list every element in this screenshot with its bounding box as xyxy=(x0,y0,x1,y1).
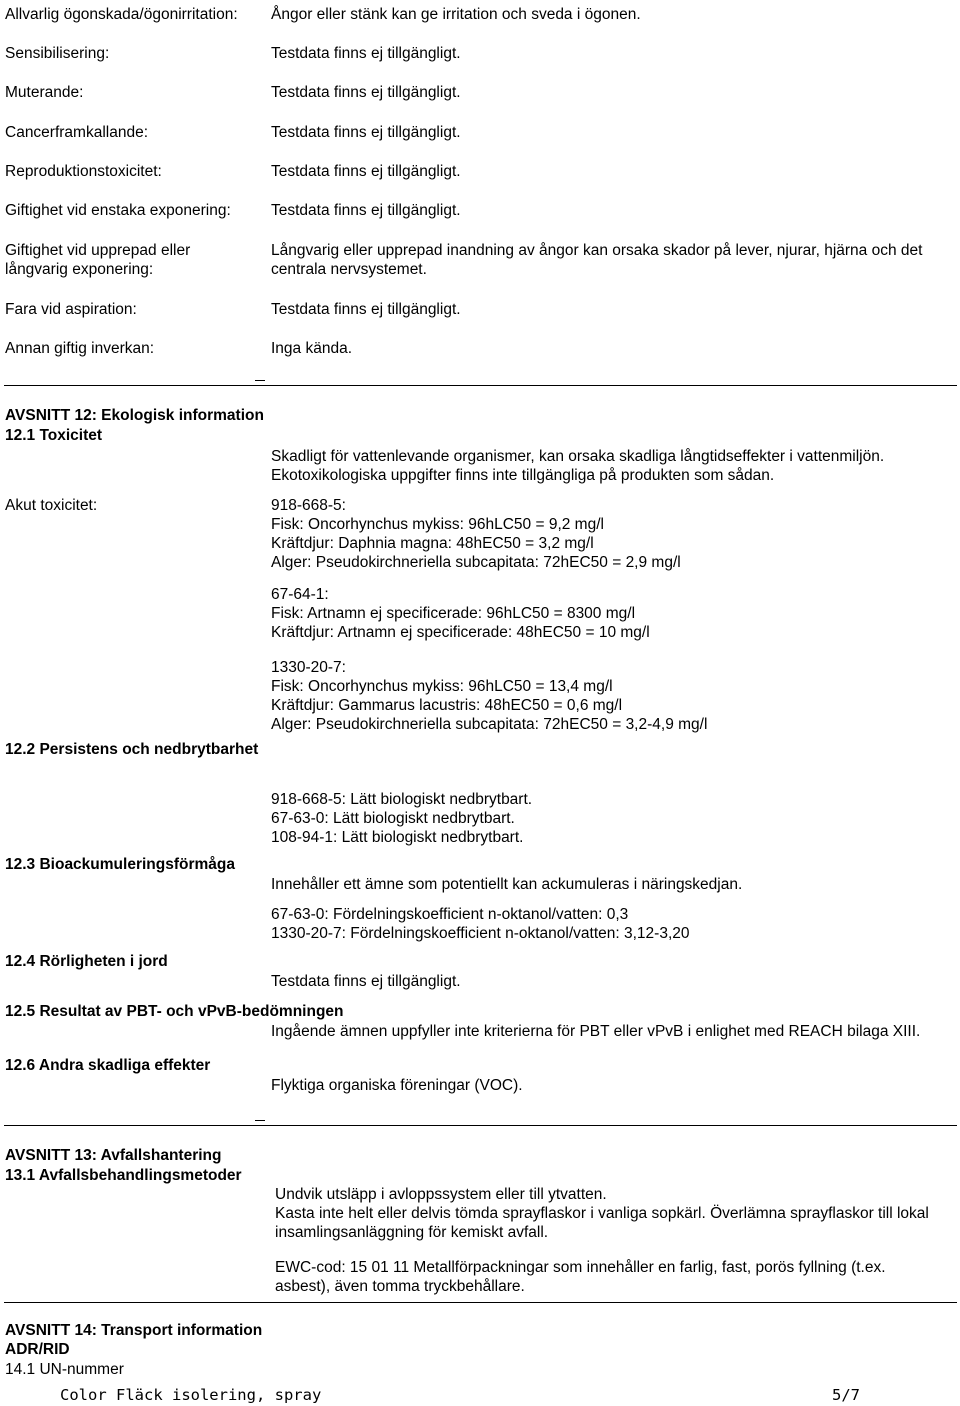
label-eye-damage: Allvarlig ögonskada/ögonirritation: xyxy=(5,6,238,23)
section-divider xyxy=(4,1302,957,1303)
acute-block-67-64-1 xyxy=(271,585,650,642)
persistence-line: 108-94-1: Lätt biologiskt nedbrytbart. xyxy=(271,829,524,846)
section-13-heading: AVSNITT 13: Avfallshantering xyxy=(5,1147,222,1164)
label-repeated-exposure-line1: Giftighet vid upprepad eller xyxy=(5,242,191,259)
acute-block-1330-20-7 xyxy=(271,658,707,734)
section-divider xyxy=(4,385,957,386)
value-single-exposure: Testdata finns ej tillgängligt. xyxy=(271,202,461,219)
acute-block-line: Kräftdjur: Gammarus lacustris: 48hEC50 = 0,6 mg/l xyxy=(271,697,623,714)
pbt-text: Ingående ämnen uppfyller inte kriterierna för PBT eller vPvB i enlighet med REACH bilaga XIII. xyxy=(271,1023,921,1040)
acute-block-line: Alger: Pseudokirchneriella subcapitata: 72hEC50 = 3,2-4,9 mg/l xyxy=(271,716,708,733)
bioaccumulation-line: 67-63-0: Fördelningskoefficient n-oktanol/vatten: 0,3 xyxy=(271,906,629,923)
section-divider xyxy=(4,1125,957,1126)
waste-text-line: Undvik utsläpp i avloppssystem eller till ytvatten. xyxy=(275,1186,607,1203)
waste-text-line: insamlingsanläggning för kemiskt avfall. xyxy=(275,1224,549,1241)
label-aspiration-hazard: Fara vid aspiration: xyxy=(5,301,137,318)
acute-block-line: Kräftdjur: Daphnia magna: 48hEC50 = 3,2 mg/l xyxy=(271,535,594,552)
divider-tick xyxy=(255,380,265,381)
acute-block-line: Alger: Pseudokirchneriella subcapitata: 72hEC50 = 2,9 mg/l xyxy=(271,554,681,571)
ewc-text xyxy=(275,1258,886,1296)
value-carcinogenic: Testdata finns ej tillgängligt. xyxy=(271,124,461,141)
footer-page-number: 5/7 xyxy=(832,1386,860,1404)
section-12-heading: AVSNITT 12: Ekologisk information xyxy=(5,407,264,424)
label-carcinogenic: Cancerframkallande: xyxy=(5,124,149,141)
value-mutagenic: Testdata finns ej tillgängligt. xyxy=(271,84,461,101)
toxicity-intro-line1: Skadligt för vattenlevande organismer, kan orsaka skadliga långtidseffekter i vattenmiljön. xyxy=(271,448,885,465)
acute-block-line: 1330-20-7: xyxy=(271,659,346,676)
acute-block-line: 918-668-5: xyxy=(271,497,346,514)
footer-product-name: Color Fläck isolering, spray xyxy=(60,1386,322,1404)
pbt-heading: 12.5 Resultat av PBT- och vPvB-bedömningen xyxy=(5,1003,344,1020)
acute-toxicity-label: Akut toxicitet: xyxy=(5,497,98,514)
persistence-list xyxy=(271,790,532,847)
value-other-toxic-effects: Inga kända. xyxy=(271,340,353,357)
persistence-line: 918-668-5: Lätt biologiskt nedbrytbart. xyxy=(271,791,533,808)
section-14-heading: AVSNITT 14: Transport information xyxy=(5,1322,263,1339)
toxicity-intro-line2: Ekotoxikologiska uppgifter finns inte tillgängliga på produkten som sådan. xyxy=(271,467,775,484)
value-repeated-exposure-line1: Långvarig eller upprepad inandning av ångor kan orsaka skador på lever, njurar, hjärna och det xyxy=(271,242,923,259)
bioaccumulation-heading: 12.3 Bioackumuleringsförmåga xyxy=(5,856,235,873)
bioaccumulation-line: 1330-20-7: Fördelningskoefficient n-oktanol/vatten: 3,12-3,20 xyxy=(271,925,690,942)
value-repeated-exposure-line2: centrala nervsystemet. xyxy=(271,261,427,278)
value-eye-damage: Ångor eller stänk kan ge irritation och sveda i ögonen. xyxy=(271,6,641,23)
label-reproductive-toxicity: Reproduktionstoxicitet: xyxy=(5,163,162,180)
divider-tick xyxy=(255,1120,265,1121)
other-effects-text: Flyktiga organiska föreningar (VOC). xyxy=(271,1077,523,1094)
persistence-heading: 12.2 Persistens och nedbrytbarhet xyxy=(5,741,259,758)
un-number-label: 14.1 UN-nummer xyxy=(5,1361,124,1378)
value-sensitisation: Testdata finns ej tillgängligt. xyxy=(271,45,461,62)
label-repeated-exposure-line2: långvarig exponering: xyxy=(5,261,154,278)
label-mutagenic: Muterande: xyxy=(5,84,84,101)
acute-block-918-668-5 xyxy=(271,496,681,572)
toxicity-heading: 12.1 Toxicitet xyxy=(5,427,103,444)
other-effects-heading: 12.6 Andra skadliga effekter xyxy=(5,1057,211,1074)
value-reproductive-toxicity: Testdata finns ej tillgängligt. xyxy=(271,163,461,180)
bioaccumulation-text: Innehåller ett ämne som potentiellt kan ackumuleras i näringskedjan. xyxy=(271,876,743,893)
mobility-heading: 12.4 Rörligheten i jord xyxy=(5,953,168,970)
persistence-line: 67-63-0: Lätt biologiskt nedbrytbart. xyxy=(271,810,515,827)
bioaccumulation-list xyxy=(271,905,690,943)
acute-block-line: Kräftdjur: Artnamn ej specificerade: 48hEC50 = 10 mg/l xyxy=(271,624,650,641)
acute-block-line: Fisk: Artnamn ej specificerade: 96hLC50 = 8300 mg/l xyxy=(271,605,636,622)
acute-block-line: 67-64-1: xyxy=(271,586,329,603)
ewc-text-line: EWC-cod: 15 01 11 Metallförpackningar som innehåller en farlig, fast, porös fyllning (t.ex. xyxy=(275,1259,886,1276)
waste-text-line: Kasta inte helt eller delvis tömda sprayflaskor i vanliga sopkärl. Överlämna sprayflaskor till lokal xyxy=(275,1205,929,1222)
acute-block-line: Fisk: Oncorhynchus mykiss: 96hLC50 = 9,2 mg/l xyxy=(271,516,604,533)
ewc-text-line: asbest), även tomma tryckbehållare. xyxy=(275,1278,525,1295)
acute-block-line: Fisk: Oncorhynchus mykiss: 96hLC50 = 13,4 mg/l xyxy=(271,678,613,695)
waste-text xyxy=(275,1185,929,1242)
label-other-toxic-effects: Annan giftig inverkan: xyxy=(5,340,155,357)
waste-methods-heading: 13.1 Avfallsbehandlingsmetoder xyxy=(5,1167,242,1184)
mobility-text: Testdata finns ej tillgängligt. xyxy=(271,973,461,990)
adr-rid-heading: ADR/RID xyxy=(5,1341,70,1358)
label-sensitisation: Sensibilisering: xyxy=(5,45,110,62)
value-aspiration-hazard: Testdata finns ej tillgängligt. xyxy=(271,301,461,318)
label-single-exposure: Giftighet vid enstaka exponering: xyxy=(5,202,231,219)
